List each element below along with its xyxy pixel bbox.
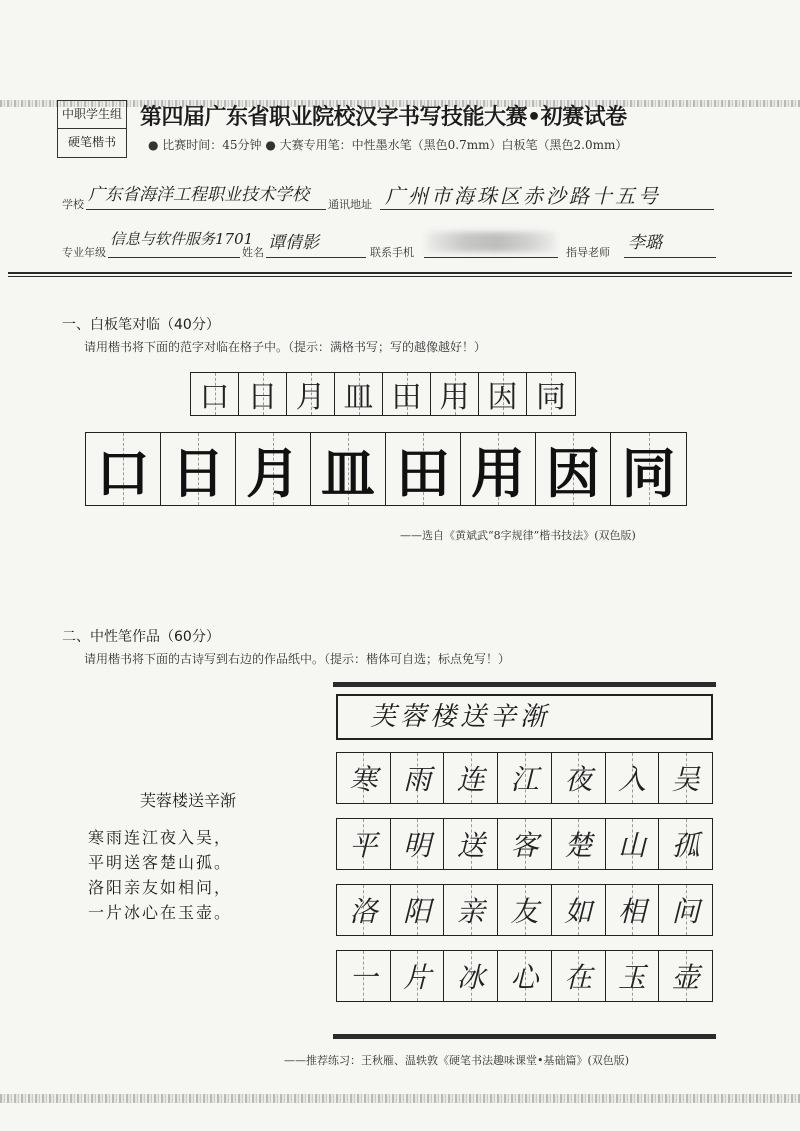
work-char: 一 <box>349 961 378 994</box>
section2-heading: 二、中性笔作品（60分） <box>62 629 220 645</box>
major-value: 信息与软件服务1701 <box>110 230 254 248</box>
page-title: 第四届广东省职业院校汉字书写技能大赛•初赛试卷 <box>140 105 627 130</box>
major-label: 专业年级 <box>62 246 106 259</box>
school-value: 广东省海洋工程职业技术学校 <box>88 185 309 205</box>
header-divider-thin <box>8 276 792 277</box>
work-char: 阳 <box>403 895 432 928</box>
group-category-box <box>57 100 127 158</box>
name-value: 谭倩影 <box>268 233 319 253</box>
address-label: 通讯地址 <box>328 198 372 211</box>
practice-char: 月 <box>246 441 300 505</box>
work-char: 夜 <box>564 763 593 796</box>
name-underline <box>266 257 366 258</box>
practice-char-cell <box>536 433 611 505</box>
name-label: 姓名 <box>242 246 264 259</box>
phone-redacted <box>426 232 556 252</box>
work-cell <box>391 819 445 869</box>
work-char: 楚 <box>564 829 593 862</box>
address-value: 广州市海珠区赤沙路十五号 <box>385 184 661 208</box>
practice-char-cell <box>311 433 386 505</box>
work-char: 冰 <box>456 961 485 994</box>
teacher-value: 李璐 <box>628 233 662 253</box>
model-char: 日 <box>247 380 278 415</box>
work-cell <box>606 951 660 1001</box>
model-char: 口 <box>199 380 230 415</box>
model-char-cell <box>191 373 239 415</box>
work-cell <box>498 819 552 869</box>
work-cell <box>606 819 660 869</box>
work-char: 明 <box>403 829 432 862</box>
work-cell <box>444 951 498 1001</box>
work-char: 客 <box>510 829 539 862</box>
work-row <box>336 752 713 804</box>
poem-line: 平明送客楚山孤。 <box>88 853 233 872</box>
practice-char-cell <box>161 433 236 505</box>
practice-char-cell <box>236 433 311 505</box>
exam-info-line: ● 比赛时间：45分钟 ● 大赛专用笔：中性墨水笔（黑色0.7mm）白板笔（黑色2.0mm） <box>148 138 628 152</box>
work-cell <box>606 885 660 935</box>
work-grid <box>336 752 713 1016</box>
model-char: 田 <box>391 380 422 415</box>
work-cell <box>498 753 552 803</box>
practice-char: 皿 <box>321 441 375 505</box>
work-cell <box>552 819 606 869</box>
work-char: 入 <box>617 763 646 796</box>
model-char-cell <box>287 373 335 415</box>
work-cell <box>552 951 606 1001</box>
work-cell <box>659 951 712 1001</box>
work-char: 寒 <box>349 763 378 796</box>
work-cell <box>552 753 606 803</box>
work-char: 在 <box>564 961 593 994</box>
work-char: 送 <box>456 829 485 862</box>
work-paper-top-bar <box>333 682 716 687</box>
model-char-cell <box>431 373 479 415</box>
poem-reference <box>88 788 318 925</box>
work-row <box>336 884 713 936</box>
work-cell <box>391 753 445 803</box>
work-cell <box>444 753 498 803</box>
section1-instruction: 请用楷书将下面的范字对临在格子中。（提示：满格书写；写的越像越好！） <box>84 340 487 354</box>
work-char: 洛 <box>349 895 378 928</box>
school-label: 学校 <box>62 198 84 211</box>
work-cell <box>391 885 445 935</box>
section1-credit: ——选自《黄斌武“8字规律”楷书技法》(双色版) <box>400 529 636 542</box>
work-cell <box>552 885 606 935</box>
work-char: 友 <box>510 895 539 928</box>
poem-line: 一片冰心在玉壶。 <box>88 903 233 922</box>
model-char-cell <box>383 373 431 415</box>
work-paper <box>333 682 716 1040</box>
poem-line: 洛阳亲友如相问， <box>88 878 233 897</box>
work-char: 山 <box>617 829 646 862</box>
work-cell <box>337 885 391 935</box>
practice-char: 同 <box>621 441 676 505</box>
teacher-label: 指导老师 <box>566 246 610 259</box>
model-char-cell <box>479 373 527 415</box>
work-char: 吴 <box>671 763 700 796</box>
work-title: 芙蓉楼送辛渐 <box>336 694 713 740</box>
practice-char: 日 <box>171 441 225 505</box>
work-char: 相 <box>617 895 646 928</box>
practice-char-cell <box>611 433 686 505</box>
work-char: 雨 <box>403 763 432 796</box>
practice-char: 用 <box>471 441 525 505</box>
work-cell <box>444 819 498 869</box>
model-char: 月 <box>295 380 326 415</box>
work-char: 江 <box>510 763 539 796</box>
poem-line: 寒雨连江夜入吴， <box>88 828 233 847</box>
work-cell <box>659 885 712 935</box>
scan-artifact-band-bottom <box>0 1094 800 1103</box>
phone-underline <box>424 257 558 258</box>
model-char: 皿 <box>343 380 374 415</box>
practice-character-grid <box>85 432 687 506</box>
work-char: 问 <box>671 895 700 928</box>
work-char: 亲 <box>456 895 485 928</box>
model-char-cell <box>239 373 287 415</box>
work-cell <box>659 819 712 869</box>
work-paper-bottom-bar <box>333 1034 716 1039</box>
work-char: 心 <box>510 961 539 994</box>
work-cell <box>337 951 391 1001</box>
work-cell <box>391 951 445 1001</box>
model-char: 用 <box>439 380 470 415</box>
work-row <box>336 950 713 1002</box>
section2-instruction: 请用楷书将下面的古诗写到右边的作品纸中。（提示：楷体可自选；标点免写！） <box>84 652 511 666</box>
model-char: 因 <box>487 380 518 415</box>
practice-char: 口 <box>96 441 150 505</box>
model-char: 同 <box>536 380 566 415</box>
work-cell <box>337 753 391 803</box>
work-cell <box>659 753 712 803</box>
model-character-grid <box>190 372 576 416</box>
work-char: 如 <box>564 895 593 928</box>
phone-label: 联系手机 <box>370 246 414 259</box>
model-char-cell <box>335 373 383 415</box>
work-char: 孤 <box>671 829 700 862</box>
section1-heading: 一、白板笔对临（40分） <box>62 317 220 333</box>
practice-char: 田 <box>396 441 450 505</box>
work-char: 壶 <box>671 961 700 994</box>
poem-title: 芙蓉楼送辛渐 <box>139 791 236 810</box>
major-underline <box>108 257 240 258</box>
model-char-cell <box>527 373 575 415</box>
school-underline <box>86 209 326 210</box>
practice-char-cell <box>461 433 536 505</box>
work-cell <box>606 753 660 803</box>
header-divider <box>8 272 792 274</box>
teacher-underline <box>624 257 716 258</box>
work-cell <box>337 819 391 869</box>
work-cell <box>444 885 498 935</box>
group-line-1: 中职学生组 <box>58 101 126 129</box>
work-cell <box>498 951 552 1001</box>
work-row <box>336 818 713 870</box>
work-cell <box>498 885 552 935</box>
practice-char-cell <box>86 433 161 505</box>
section2-credit: ——推荐练习：王秋雁、温轶敦《硬笔书法趣味课堂•基础篇》(双色版) <box>284 1054 630 1067</box>
practice-char-cell <box>386 433 461 505</box>
work-char: 平 <box>349 829 378 862</box>
address-underline <box>380 209 714 210</box>
work-char: 连 <box>456 763 485 796</box>
practice-char: 因 <box>546 441 600 505</box>
work-char: 玉 <box>617 961 646 994</box>
work-char: 片 <box>403 961 432 994</box>
group-line-2: 硬笔楷书 <box>67 135 116 149</box>
